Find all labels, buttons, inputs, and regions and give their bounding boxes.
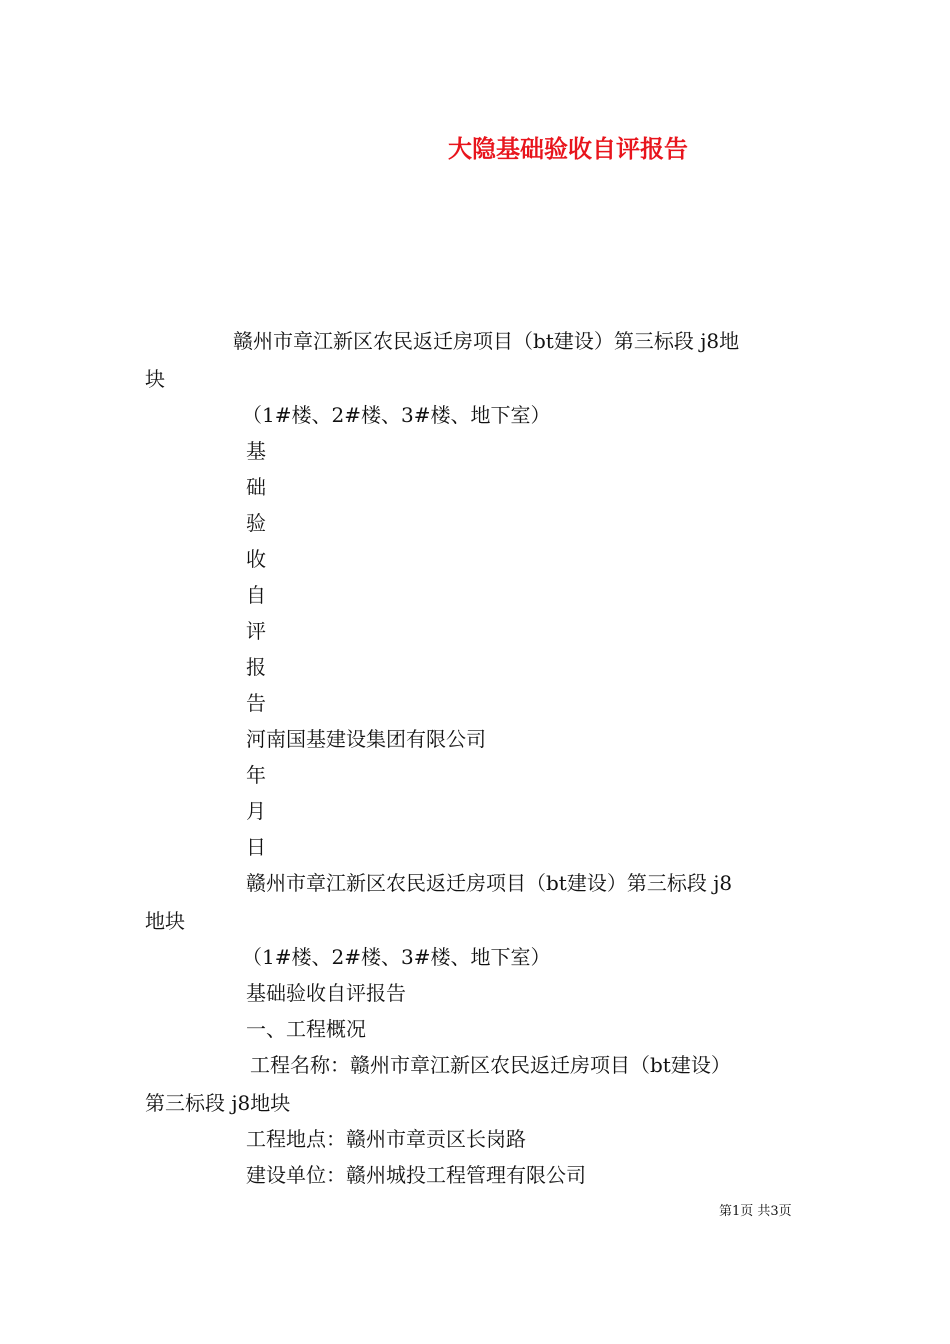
text-line: 第三标段 j8地块 (145, 1091, 291, 1115)
text-line: 赣州市章江新区农民返迁房项目（bt建设）第三标段 j8地 (233, 329, 740, 353)
text-line: （1#楼、2#楼、3#楼、地下室） (242, 403, 551, 427)
text-line: 工程地点：赣州市章贡区长岗路 (246, 1127, 526, 1151)
text-line: 块 (145, 367, 165, 391)
text-line: 础 (246, 475, 266, 499)
section-heading: 一、工程概况 (246, 1017, 366, 1041)
text-line: 告 (246, 691, 266, 715)
text-line: 建设单位：赣州城投工程管理有限公司 (246, 1163, 586, 1187)
text-line: 工程名称：赣州市章江新区农民返迁房项目（bt建设） (250, 1053, 731, 1077)
text-line: 评 (246, 619, 266, 643)
text-line: 收 (246, 547, 266, 571)
text-line: 基础验收自评报告 (246, 981, 406, 1005)
text-line: 赣州市章江新区农民返迁房项目（bt建设）第三标段 j8 (246, 871, 733, 895)
text-line: 年 (246, 763, 266, 787)
text-line: 月 (246, 799, 266, 823)
text-line: 报 (246, 655, 266, 679)
text-line: 地块 (145, 909, 185, 933)
page-footer: 第1页 共3页 (719, 1204, 792, 1219)
text-line: 基 (246, 439, 266, 463)
text-line: 自 (246, 583, 266, 607)
text-line: 日 (246, 835, 266, 859)
company-name: 河南国基建设集团有限公司 (246, 727, 486, 751)
text-line: 验 (246, 511, 266, 535)
document-title: 大隐基础验收自评报告 (448, 134, 688, 163)
text-line: （1#楼、2#楼、3#楼、地下室） (242, 945, 551, 969)
